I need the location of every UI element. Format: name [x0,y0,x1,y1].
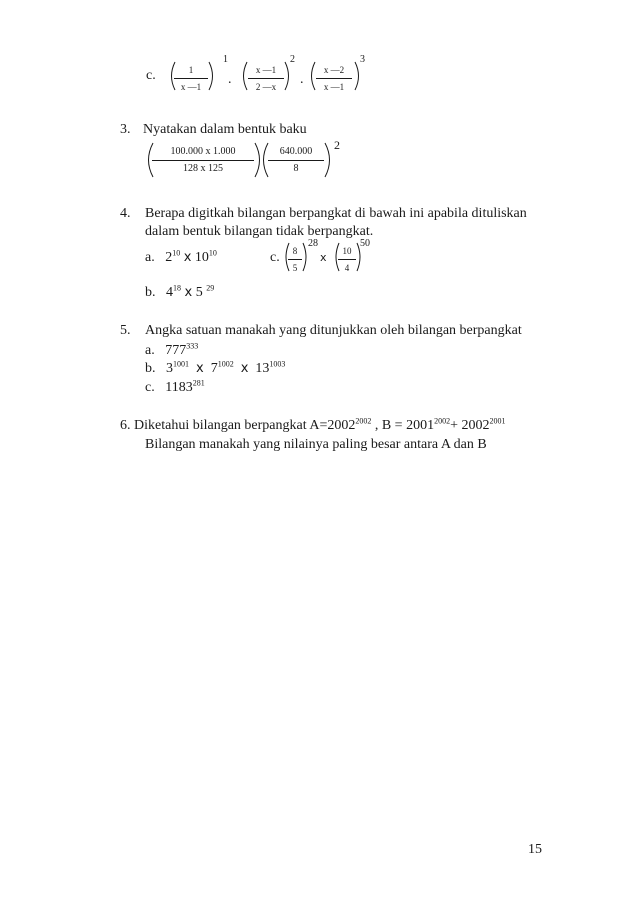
option-a-label: a. [145,250,155,265]
fraction-3-denominator: x —1 [323,82,345,92]
question-5-option-b: b. $3^{1001}$ x $7^{1002}$ x $13^{1003}$ [145,359,286,376]
q3-fraction-1-numerator: 100.000 x 1.000 [170,146,236,157]
question-4-option-b: b. $4^{18}$ x 5 $^{29}$ [145,283,215,300]
question-5-number: 5. [120,323,131,338]
question-4-line-1: Berapa digitkah bilangan berpangkat di bawah ini apabila dituliskan [145,206,527,221]
question-5-option-a: a. $777^{333}$ [145,341,199,358]
question-3-number: 3. [120,122,131,137]
q3-fraction-1-denominator: 128 x 125 [183,163,223,174]
q3-fraction-2-denominator: 8 [293,163,299,174]
option-b-label: b. [145,285,156,300]
question-4-line-2: dalam bentuk bilangan tidak berpangkat. [145,224,374,239]
fraction-2-exponent: 2 [290,54,295,65]
question-5-text: Angka satuan manakah yang ditunjukkan oleh bilangan berpangkat [145,323,522,338]
question-4-number: 4. [120,206,131,221]
option-c-exponent-1: 28 [308,238,318,249]
fraction-1-numerator: 1 [188,65,194,75]
fraction-2-denominator: 2 —x [255,82,277,92]
left-paren [240,62,248,90]
option-c-exponent-2: 50 [360,238,370,249]
fraction-1-exponent: 1 [223,54,228,65]
question-3-fraction-1 [152,145,254,176]
question-5-option-c: c. 1183$^{281}$ [145,378,205,395]
right-paren [284,62,292,90]
fraction-1-denominator: x —1 [180,82,202,92]
fraction-3-numerator: x —2 [323,65,345,75]
dot-operator: . [300,72,304,87]
question-3-text: Nyatakan dalam bentuk baku [143,122,307,137]
question-3-fraction-2 [268,145,324,176]
item-c-label: c. [146,68,156,83]
left-paren [308,62,316,90]
page-number: 15 [528,842,542,857]
question-3-exponent: 2 [334,138,340,152]
fraction-3 [316,63,352,94]
option-c-label: c. [270,250,280,265]
right-paren [208,62,216,90]
right-paren [354,62,362,90]
fraction-2 [248,63,284,94]
right-paren [324,143,334,177]
option-c-fraction-2: 10 4 [338,244,356,275]
fraction-1 [174,63,208,94]
fraction-2-numerator: x —1 [255,65,277,75]
question-6-line-2: Bilangan manakah yang nilainya paling besar antara A dan B [145,437,487,452]
fraction-3-exponent: 3 [360,54,365,65]
dot-operator: . [228,72,232,87]
q3-fraction-2-numerator: 640.000 [279,146,313,157]
option-c-fraction-1: 8 5 [288,244,302,275]
question-6-line-1: 6. Diketahui bilangan berpangkat $A=2002^{2002}$ , $B = 2001^{2002}+ 2002^{2001}$ [120,416,506,433]
question-4-option-a: a. $2^{10}$ x $10^{10}$ [145,248,217,265]
